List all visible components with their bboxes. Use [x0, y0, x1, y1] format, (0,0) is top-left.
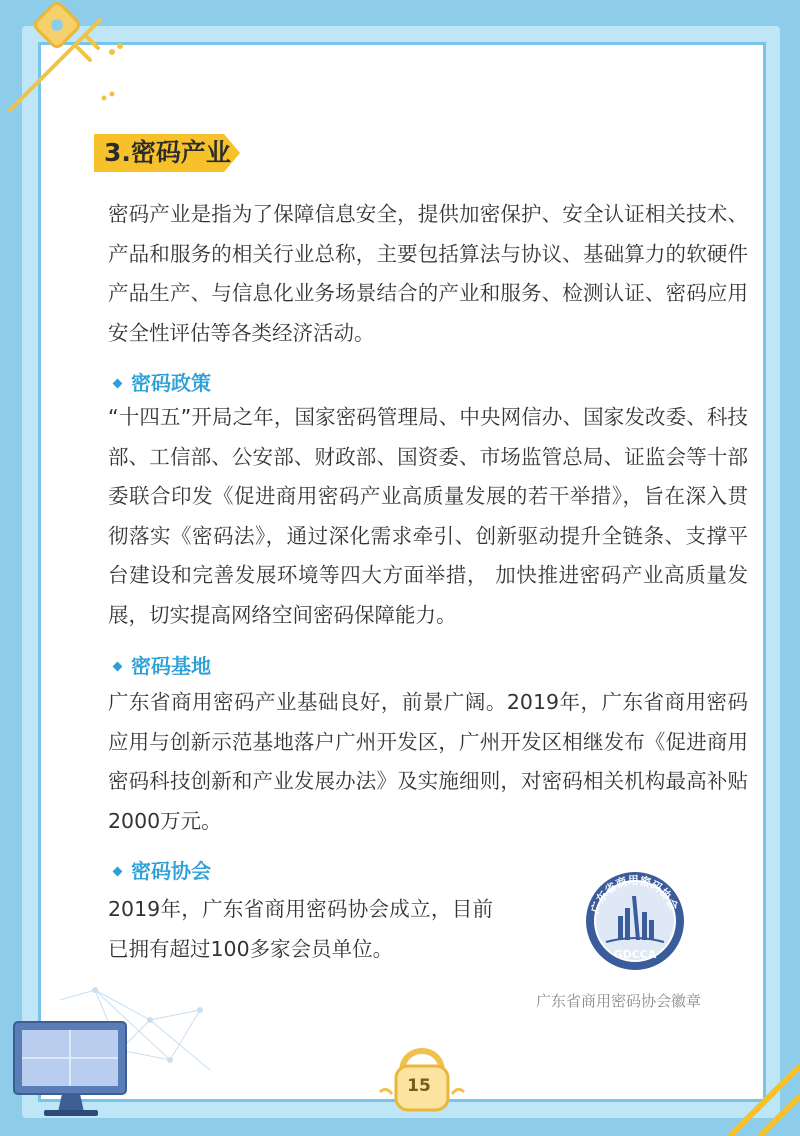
intro-paragraph: 密码产业是指为了保障信息安全，提供加密保护、安全认证相关技术、产品和服务的相关行业总称，主要包括算法与协议、基础算力的软硬件产品生产、与信息化业务场景结合的产业和服务、检测认证、密码应用安全性评估等各类经济活动。	[108, 202, 748, 345]
subheading-base: 密码基地	[108, 652, 211, 680]
diamond-bullet-icon	[113, 378, 123, 388]
policy-paragraph: “十四五”开局之年，国家密码管理局、中央网信办、国家发改委、科技部、工信部、公安部、财政部、国资委、市场监管总局、证监会等十部委联合印发《促进商用密码产业高质量发展的若干举措》，旨在深入贯彻落实《密码法》，通过深化需求牵引、创新驱动提升全链条、支撑平台建设和完善发展环境等四大方面举措， 加快推进密码产业高质量发展，切实提高网络空间密码保障能力。	[108, 405, 748, 627]
base-paragraph: 广东省商用密码产业基础良好，前景广阔。2019年，广东省商用密码应用与创新示范基地落户广州开发区，广州开发区相继发布《促进商用密码科技创新和产业发展办法》及实施细则，对密码相关机构最高补贴2000万元。	[108, 690, 748, 833]
svg-text:GDCCA: GDCCA	[613, 948, 657, 961]
seal-caption: 广东省商用密码协会徽章	[536, 992, 702, 1010]
diamond-bullet-icon	[113, 866, 123, 876]
section-title-text: 3.密码产业	[104, 138, 231, 167]
subheading-association: 密码协会	[108, 857, 211, 885]
association-paragraph: 2019年，广东省商用密码协会成立，目前已拥有超过100多家会员单位。	[108, 897, 493, 961]
svg-text:广东省商用密码协会: 广东省商用密码协会	[588, 873, 681, 915]
page-number: 15	[407, 1076, 431, 1096]
association-seal-logo	[584, 870, 686, 972]
section-title	[94, 134, 242, 172]
subheading-policy: 密码政策	[108, 369, 211, 397]
diamond-bullet-icon	[113, 661, 123, 671]
